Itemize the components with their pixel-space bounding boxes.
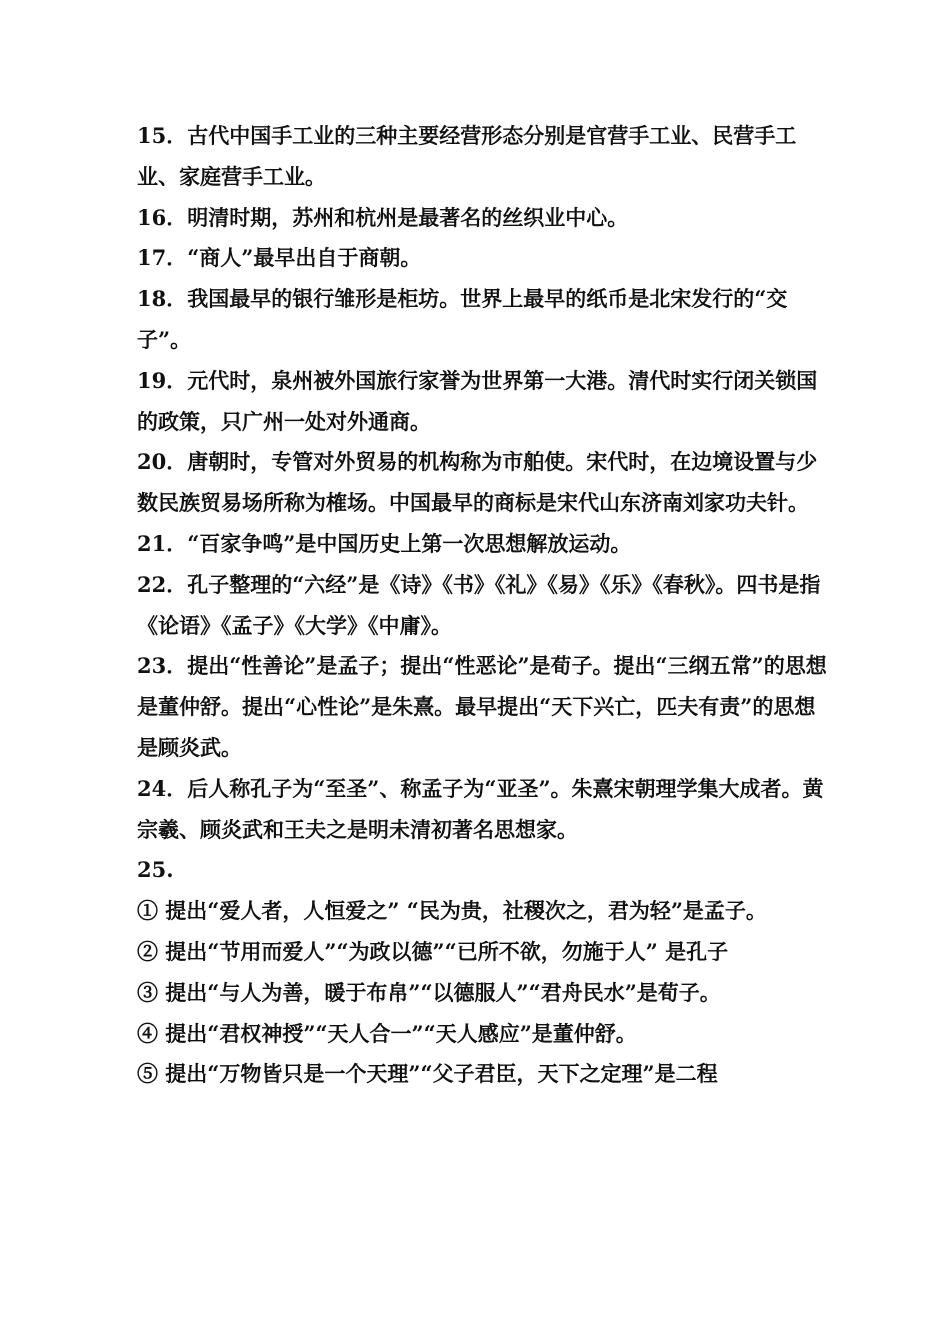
item-25-sub-1: ① 提出“爱人者，人恒爱之” “民为贵，社稷次之，君为轻”是孟子。 — [137, 898, 767, 924]
item-25-sub-5: ⑤ 提出“万物皆只是一个天理”“父子君臣，天下之定理”是二程 — [137, 1061, 718, 1087]
document-body — [137, 116, 827, 1095]
item-25-sub-2: ② 提出“节用而爱人”“为政以德”“已所不欲，勿施于人” 是孔子 — [137, 938, 729, 964]
item-21: 21．“百家争鸣”是中国历史上第一次思想解放运动。 — [137, 530, 632, 556]
item-15: 15．古代中国手工业的三种主要经营形态分别是官营手工业、民营手工业、家庭营手工业。 — [137, 123, 797, 189]
item-25-sub-4: ④ 提出“君权神授”“天人合一”“天人感应”是董仲舒。 — [137, 1020, 637, 1046]
item-19: 19．元代时，泉州被外国旅行家誉为世界第一大港。清代时实行闭关锁国的政策，只广州一处对外通商。 — [137, 367, 818, 434]
item-25-heading: 25. — [137, 857, 174, 883]
item-20: 20．唐朝时，专管对外贸易的机构称为市舶使。宋代时，在边境设置与少数民族贸易场所称为榷场。中国最早的商标是宋代山东济南刘家功夫针。 — [137, 449, 818, 516]
item-23: 23．提出“性善论”是孟子；提出“性恶论”是荀子。提出“三纲五常”的思想是董仲舒。提出“心性论”是朱熹。最早提出“天下兴亡，匹夫有责”的思想是顾炎武。 — [137, 653, 827, 760]
item-18: 18．我国最早的银行雏形是柜坊。世界上最早的纸币是北宋发行的“交子”。 — [137, 286, 788, 352]
item-24: 24．后人称孔子为“至圣”、称孟子为“亚圣”。朱熹宋朝理学集大成者。黄宗羲、顾炎武和王夫之是明未清初著名思想家。 — [137, 775, 824, 842]
item-25-sub-3: ③ 提出“与人为善，暖于布帛”“以德服人”“君舟民水”是荀子。 — [137, 979, 721, 1005]
item-17: 17．“商人”最早出自于商朝。 — [137, 245, 422, 271]
item-22: 22．孔子整理的“六经”是《诗》《书》《礼》《易》《乐》《春秋》。四书是指《论语》《孟子》《大学》《中庸》。 — [137, 571, 821, 638]
item-16: 16．明清时期，苏州和杭州是最著名的丝织业中心。 — [137, 204, 629, 230]
